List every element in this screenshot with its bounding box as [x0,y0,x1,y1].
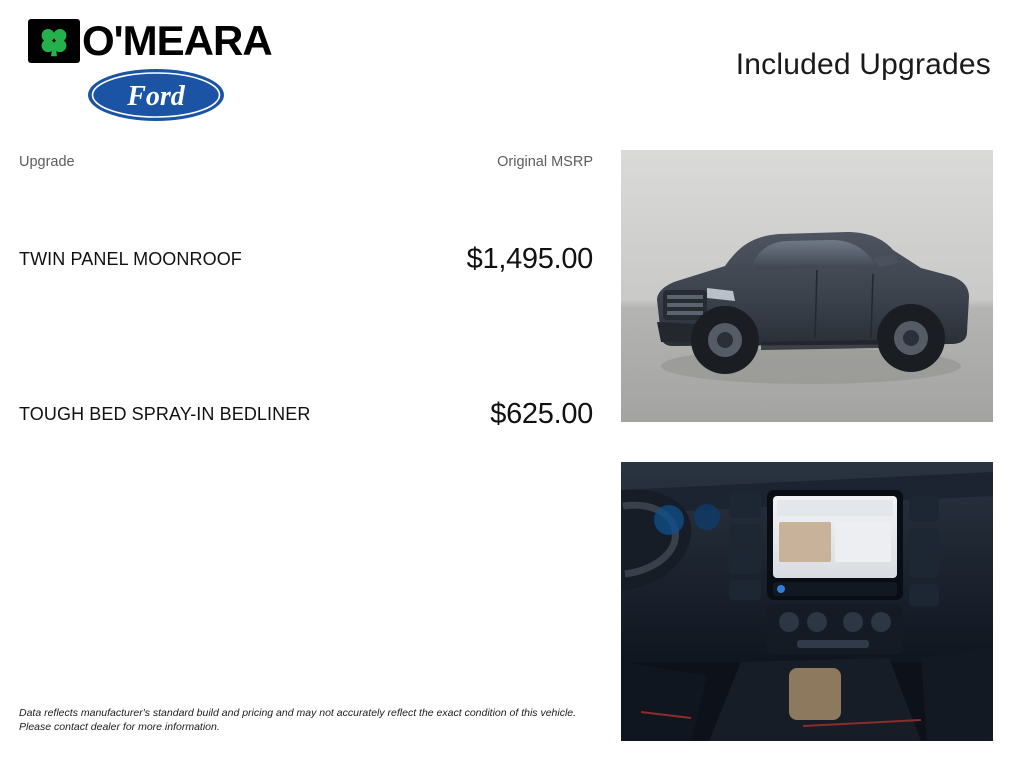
upgrade-price: $625.00 [490,398,593,430]
ford-logo [86,68,226,122]
vehicle-interior-photo [621,462,993,741]
disclaimer-text: Data reflects manufacturer's standard build and pricing and may not accurately reflect the exact condition of this vehicle. Please contact dealer for more information. [19,707,577,734]
column-header-msrp: Original MSRP [497,154,593,170]
upgrade-name: TOUGH BED SPRAY-IN BEDLINER [19,404,311,424]
table-row [0,337,612,492]
dealer-logo [28,10,308,120]
page-header [0,0,1024,132]
dealer-wordmark [28,18,308,64]
page-title: Included Upgrades [735,48,991,81]
upgrade-price: $1,495.00 [466,243,593,275]
table-row [0,182,612,337]
upgrade-name: TWIN PANEL MOONROOF [19,249,242,269]
table-header-row [0,146,612,182]
svg-text:Ford: Ford [127,81,185,112]
dealer-name: O'MEARA [82,17,272,64]
table-body [0,182,612,492]
shamrock-icon [28,19,80,63]
vehicle-exterior-photo [621,150,993,422]
upgrades-table [0,146,612,430]
column-header-upgrade: Upgrade [19,154,75,170]
